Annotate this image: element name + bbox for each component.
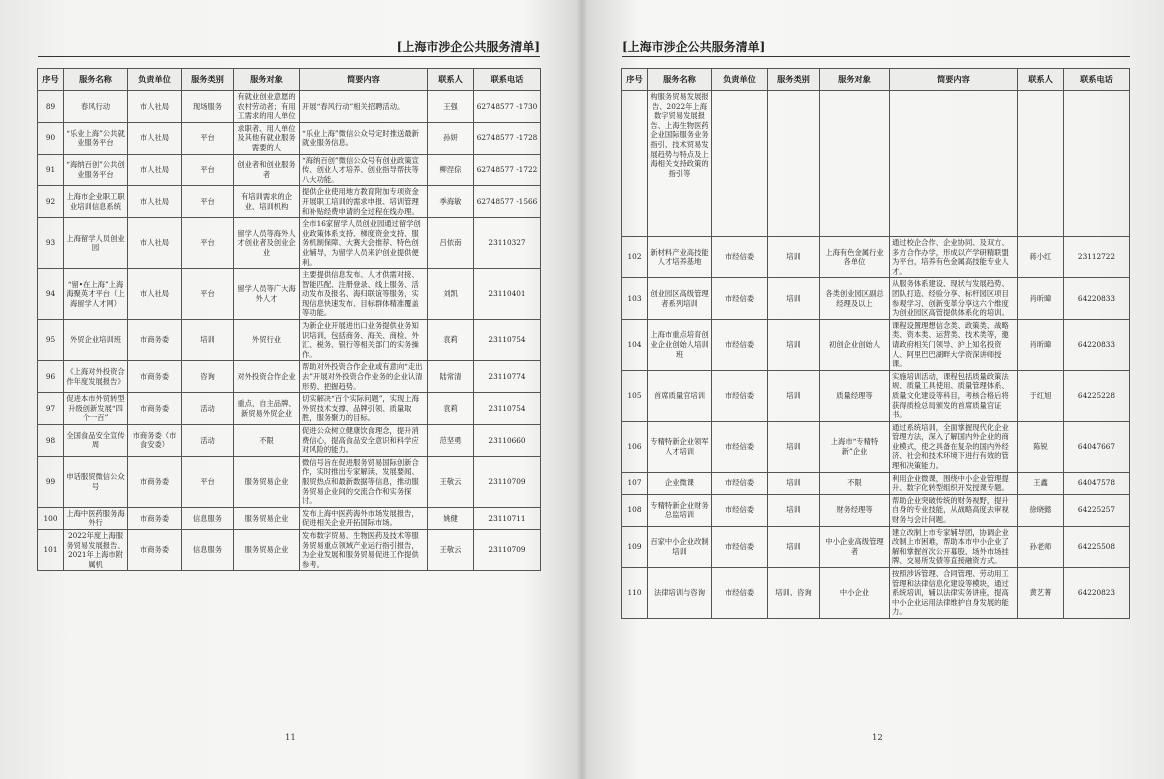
cell-name: 百家中小企业改制培训 [648,526,712,567]
cell-category: 培训 [768,421,820,472]
table-row [622,568,1130,619]
cell-name: “留•在上海”上海海聚英才平台（上海留学人才网） [64,269,128,320]
cell-category: 咨询 [182,361,234,393]
cell-contact: 王敬云 [428,529,474,570]
cell-target: 质量经理等 [820,370,890,421]
table-row [622,421,1130,472]
cell-description: 课程设置理想信念类、政策类、战略类、资本类、运营类、技术类等，邀请政府相关门领导、沪上知名投资人、阿里巴巴湖畔大学资深讲师授课。 [890,319,1018,370]
cell-contact: 于红旭 [1018,370,1064,421]
cell-contact: 孙妍 [428,122,474,154]
cell-no: 103 [622,278,648,319]
cell-name: 专精特新企业领军人才培训 [648,421,712,472]
cell-name: 专精特新企业财务总监培训 [648,494,712,526]
cell-unit: 市商务委 [128,456,182,507]
cell-category: 培训 [768,494,820,526]
table-row [38,186,541,218]
cell-no: 102 [622,237,648,278]
col-header: 序号 [622,69,648,91]
cell-description: 帮助对外投资合作企业或有意向“走出去”开展对外投资合作业务的企业认清形势、把握趋势。 [300,361,428,393]
table-row [38,218,541,269]
page-header-title: [上海市涉企公共服务清单] [396,40,540,54]
cell-name: 上海市重点培育创业企业创始人培训班 [648,319,712,370]
cell-phone: 23110754 [474,393,541,425]
cell-phone: 64225257 [1064,494,1130,526]
cell-phone: 62748577 -1566 [474,186,541,218]
cell-description: 通过校企合作、企业协同、及双方、多方合作办学，形成以产学研精联盟为平台，培养有色金属高技能专业人才。 [890,237,1018,278]
cell-description: 主要提供信息发布、人才供需对接、智能匹配、注册登录、线上服务、活动发布及报名、海归联谊等服务，实现信息快速发布、目标群体精准覆盖等功能。 [300,269,428,320]
cell-unit: 市人社局 [128,218,182,269]
cell-unit: 市经信委 [712,568,768,619]
cell-category: 平台 [182,456,234,507]
col-header: 服务对象 [234,69,300,91]
cell-description: 建立改制上市专家辅导团，协调企业改制上市困难，帮助本市中小企业了解和掌握首次公开募股、场外市场挂牌、交易所发债等直接融资方式。 [890,526,1018,567]
col-header: 联系电话 [1064,69,1130,91]
cell-target: 服务贸易企业 [234,456,300,507]
cell-no: 90 [38,122,64,154]
table-row [38,361,541,393]
table-row [38,507,541,529]
cell-phone: 62748577 -1730 [474,91,541,123]
table-row [622,237,1130,278]
cell-name: 首席质量官培训 [648,370,712,421]
cell-unit: 市商务委 [128,320,182,361]
cell-contact: 柳涅倧 [428,154,474,186]
table-row [622,319,1130,370]
cell-unit: 市经信委 [712,319,768,370]
cell-name: 申话服贸微信公众号 [64,456,128,507]
cell-description: 从服务体系建设、现状与发展趋势、团队打造、经验分享、标杆园区项目参观学习、创新变革分享这六个维度为创业园区高管提供体系化的培训。 [890,278,1018,319]
cell-description: 利用企业微课，围绕中小企业管理提升、数字化转型组织开发授课专题。 [890,472,1018,494]
cell-target: 留学人员等海外人才创业者及创业企业 [234,218,300,269]
table-row [622,370,1130,421]
cell-unit: 市经信委 [712,526,768,567]
services-table-left [37,68,541,571]
cell-category: 平台 [182,154,234,186]
cell-category: 现场服务 [182,91,234,123]
cell-contact: 肖昕暐 [1018,319,1064,370]
cell-target: 留学人员等广大海外人才 [234,269,300,320]
cell-contact: 吕依南 [428,218,474,269]
cell-target: 初创企业创始人 [820,319,890,370]
cell-no: 99 [38,456,64,507]
cell-no: 96 [38,361,64,393]
table-body [622,91,1130,619]
col-header: 服务类别 [182,69,234,91]
cell-phone: 64220833 [1064,319,1130,370]
cell-unit: 市人社局 [128,122,182,154]
cell-contact: 范坚勇 [428,425,474,457]
cell-phone: 23110754 [474,320,541,361]
cell-phone: 23110401 [474,269,541,320]
cell-name: 新材料产业高技能人才培养基地 [648,237,712,278]
cell-no: 93 [38,218,64,269]
cell-contact: 肖昕暐 [1018,278,1064,319]
cell-unit: 市商务委 [128,393,182,425]
cell-name: 2022年度上海服务贸易发展报告、2021年上海市附属机 [64,529,128,570]
cell-description: 实施培训活动，课程包括质量政策法规、质量工具使用、质量管理体系、质量文化建设等科目，考核合格后将获得质检总局颁发的首席质量官证书。 [890,370,1018,421]
header-rule [622,56,1130,57]
cell-target: 不限 [820,472,890,494]
col-header: 服务名称 [64,69,128,91]
cell-name: 外贸企业培训班 [64,320,128,361]
cell-category: 培训 [768,370,820,421]
cell-contact: 黄艺菁 [1018,568,1064,619]
table-header-row [622,69,1130,91]
cell-unit: 市人社局 [128,154,182,186]
table-row [38,269,541,320]
cell-category: 培训 [768,237,820,278]
cell-category: 信息服务 [182,507,234,529]
left-page [0,0,580,779]
header-rule [38,56,540,57]
cell-contact: 孙老师 [1018,526,1064,567]
table-row [38,91,541,123]
cell-target: 中小企业 [820,568,890,619]
cell-target: 服务贸易企业 [234,507,300,529]
cell-description: “乐业上海”微信公众号定时推送最新就业服务信息。 [300,122,428,154]
table-row [622,494,1130,526]
page-number: 12 [872,733,883,743]
cell-description: 通过系统培训，全面掌握现代化企业管理方法，深入了解国内外企业的商业模式，使之具备在复杂的国内外经济、社会和技术环境下进行有效的管理和决策能力。 [890,421,1018,472]
cell-unit: 市经信委 [712,421,768,472]
cell-unit: 市经信委 [712,370,768,421]
page-header-title: [上海市涉企公共服务清单] [622,40,766,54]
cell-name: 《上海对外投资合作年度发展报告》 [64,361,128,393]
col-header: 负责单位 [712,69,768,91]
cell-no: 94 [38,269,64,320]
cell-phone: 23110327 [474,218,541,269]
cell-phone: 64047667 [1064,421,1130,472]
cell-no: 108 [622,494,648,526]
cell-phone: 23110660 [474,425,541,457]
cell-target: 财务经理等 [820,494,890,526]
cell-phone: 23112722 [1064,237,1130,278]
cell-contact: 王敬云 [428,456,474,507]
table-row [38,393,541,425]
cell-phone: 23110711 [474,507,541,529]
table-row [622,526,1130,567]
cell-no: 97 [38,393,64,425]
cell-unit: 市经信委 [712,494,768,526]
cell-phone: 23110709 [474,529,541,570]
table-row [622,278,1130,319]
cell-phone: 62748577 -1722 [474,154,541,186]
cell-description: 切实解决“百个实际问题”，实现上海外贸技术支撑、品牌引领、质量取胜，服务聚力的目标。 [300,393,428,425]
cell-target: 不限 [234,425,300,457]
cell-category: 培训 [768,472,820,494]
cell-contact: 王强 [428,91,474,123]
cell-name: 构服务贸易发展报告、2022年上海数字贸易发展报告、上海生物医药企业国际服务业务指引、技术贸易发展趋势与特点及上海相关支持政策的指引等 [648,91,712,237]
cell-description: 帮助企业突破传统的财务视野，提升自身的专业技能，从战略高度去审视财务与会计问题。 [890,494,1018,526]
cell-phone: 64225508 [1064,526,1130,567]
cell-unit: 市经信委 [712,278,768,319]
continuation-row [622,91,1130,237]
cell-contact: 袁莉 [428,393,474,425]
cell-description: 发布上海中医药海外市场发展报告，促进相关企业开拓国际市场。 [300,507,428,529]
cell-unit: 市人社局 [128,91,182,123]
cell-category: 平台 [182,218,234,269]
cell-target: 有培训需求的企业、培训机构 [234,186,300,218]
cell-no: 107 [622,472,648,494]
cell-no: 110 [622,568,648,619]
cell-category: 平台 [182,186,234,218]
cell-category: 平台 [182,269,234,320]
cell-name: “海纳百创”公共创业服务平台 [64,154,128,186]
cell-phone: 64047578 [1064,472,1130,494]
cell-target: 服务贸易企业 [234,529,300,570]
cell-description: 开展“春风行动”相关招聘活动。 [300,91,428,123]
cell-category: 活动 [182,425,234,457]
table-row [38,122,541,154]
table-body [38,91,541,571]
cell-name: 春风行动 [64,91,128,123]
col-header: 联系人 [428,69,474,91]
cell-contact: 徐晓懿 [1018,494,1064,526]
cell-phone: 64220833 [1064,278,1130,319]
cell-target: 有就业创业意愿的农村劳动者；有用工需求的用人单位 [234,91,300,123]
cell-no: 101 [38,529,64,570]
cell-name: 上海市企业职工职业培训信息系统 [64,186,128,218]
cell-contact: 陈锐 [1018,421,1064,472]
cell-no: 100 [38,507,64,529]
cell-category: 平台 [182,122,234,154]
cell-phone: 23110709 [474,456,541,507]
cell-contact: 姚健 [428,507,474,529]
cell-no: 91 [38,154,64,186]
cell-description: 为新企业开展进出口业务提供业务知识培训，包括商务、海关、商检、外汇、税务、银行等相关部门的实务操作。 [300,320,428,361]
cell-description: 全市16家留学人员创业园通过留学创业政策体系支持、梯度资金支持、服务机制保障、大赛大会推荐、特色创业辅导，为留学人员来沪创业提供便利。 [300,218,428,269]
table-row [622,472,1130,494]
page-number: 11 [285,733,296,743]
cell-name: 上海中医药服务海外行 [64,507,128,529]
cell-contact: 袁莉 [428,320,474,361]
cell-name: 促进本市外贸转型升级创新发展“四个一百” [64,393,128,425]
cell-unit: 市商务委 [128,361,182,393]
cell-target: 求职者、用人单位及其他有就业服务需要的人 [234,122,300,154]
table-row [38,320,541,361]
cell-no: 104 [622,319,648,370]
cell-unit: 市人社局 [128,186,182,218]
table-header-row [38,69,541,91]
col-header: 服务对象 [820,69,890,91]
cell-name: 全国食品安全宣传周 [64,425,128,457]
cell-category: 培训 [182,320,234,361]
cell-phone: 62748577 -1728 [474,122,541,154]
right-page [584,0,1164,779]
col-header: 负责单位 [128,69,182,91]
col-header: 服务类别 [768,69,820,91]
cell-phone: 64220823 [1064,568,1130,619]
cell-no: 95 [38,320,64,361]
cell-phone: 64225228 [1064,370,1130,421]
cell-target: 上海有色金属行业各单位 [820,237,890,278]
cell-target: 各类创业园区副总经理及以上 [820,278,890,319]
cell-no: 89 [38,91,64,123]
services-table-right [621,68,1130,619]
cell-description: 提供企业使用地方教育附加专项资金开展职工培训的需求申报、培训管理和补贴经费申请的全过程在线办理。 [300,186,428,218]
col-header: 联系人 [1018,69,1064,91]
cell-description: “海纳百创”微信公众号有创业政策宣传、创业人才培养、创业指导帮扶等八大功能。 [300,154,428,186]
cell-no: 98 [38,425,64,457]
cell-contact: 季海敏 [428,186,474,218]
table-row [38,529,541,570]
cell-unit: 市商务委（市食安委） [128,425,182,457]
cell-description: 发布数字贸易、生物医药及技术等服务贸易重点领域产业运行指引报告，为企业发展和服务贸易促进工作提供参考。 [300,529,428,570]
cell-contact: 陆常清 [428,361,474,393]
table-row [38,456,541,507]
cell-target: 上海市“专精特新”企业 [820,421,890,472]
table-row [38,425,541,457]
cell-unit: 市经信委 [712,472,768,494]
cell-category: 培训 [768,278,820,319]
cell-name: “乐业上海”公共就业服务平台 [64,122,128,154]
cell-target: 创业者和创业服务者 [234,154,300,186]
cell-contact: 王鑫 [1018,472,1064,494]
cell-no: 92 [38,186,64,218]
cell-name: 上海留学人员创业园 [64,218,128,269]
cell-name: 法律培训与咨询 [648,568,712,619]
cell-no: 105 [622,370,648,421]
cell-unit: 市经信委 [712,237,768,278]
cell-category: 培训、咨询 [768,568,820,619]
cell-category: 活动 [182,393,234,425]
cell-no: 106 [622,421,648,472]
cell-unit: 市人社局 [128,269,182,320]
cell-name: 企业微课 [648,472,712,494]
cell-contact: 刘凯 [428,269,474,320]
cell-target: 中小企业高级管理者 [820,526,890,567]
cell-category: 培训 [768,319,820,370]
col-header: 简要内容 [300,69,428,91]
cell-unit: 市商务委 [128,507,182,529]
cell-description: 微信号旨在促进服务贸易国际创新合作，实时推出专家解读、发展要闻、服贸热点和最新数据等信息，推动服务贸易企业间的交流合作和实务探讨。 [300,456,428,507]
col-header: 联系电话 [474,69,541,91]
cell-target: 重点、自主品牌、新贸易外贸企业 [234,393,300,425]
cell-category: 信息服务 [182,529,234,570]
cell-phone: 23110774 [474,361,541,393]
cell-description: 促进公众树立健康饮食理念，提升消费信心，提高食品安全意识和科学应对风险的能力。 [300,425,428,457]
col-header: 服务名称 [648,69,712,91]
cell-description: 按照涉诉管理、合同管理、劳动用工管理和法律信息化建设等模块，通过系统培训，辅以法律实务讲座，提高中小企业运用法律维护自身发展的能力。 [890,568,1018,619]
table-row [38,154,541,186]
cell-contact: 蒋小红 [1018,237,1064,278]
cell-name: 创业园区高级管理者系列培训 [648,278,712,319]
cell-target: 外贸行业 [234,320,300,361]
col-header: 序号 [38,69,64,91]
cell-unit: 市商务委 [128,529,182,570]
cell-no: 109 [622,526,648,567]
cell-category: 培训 [768,526,820,567]
col-header: 简要内容 [890,69,1018,91]
cell-target: 对外投资合作企业 [234,361,300,393]
